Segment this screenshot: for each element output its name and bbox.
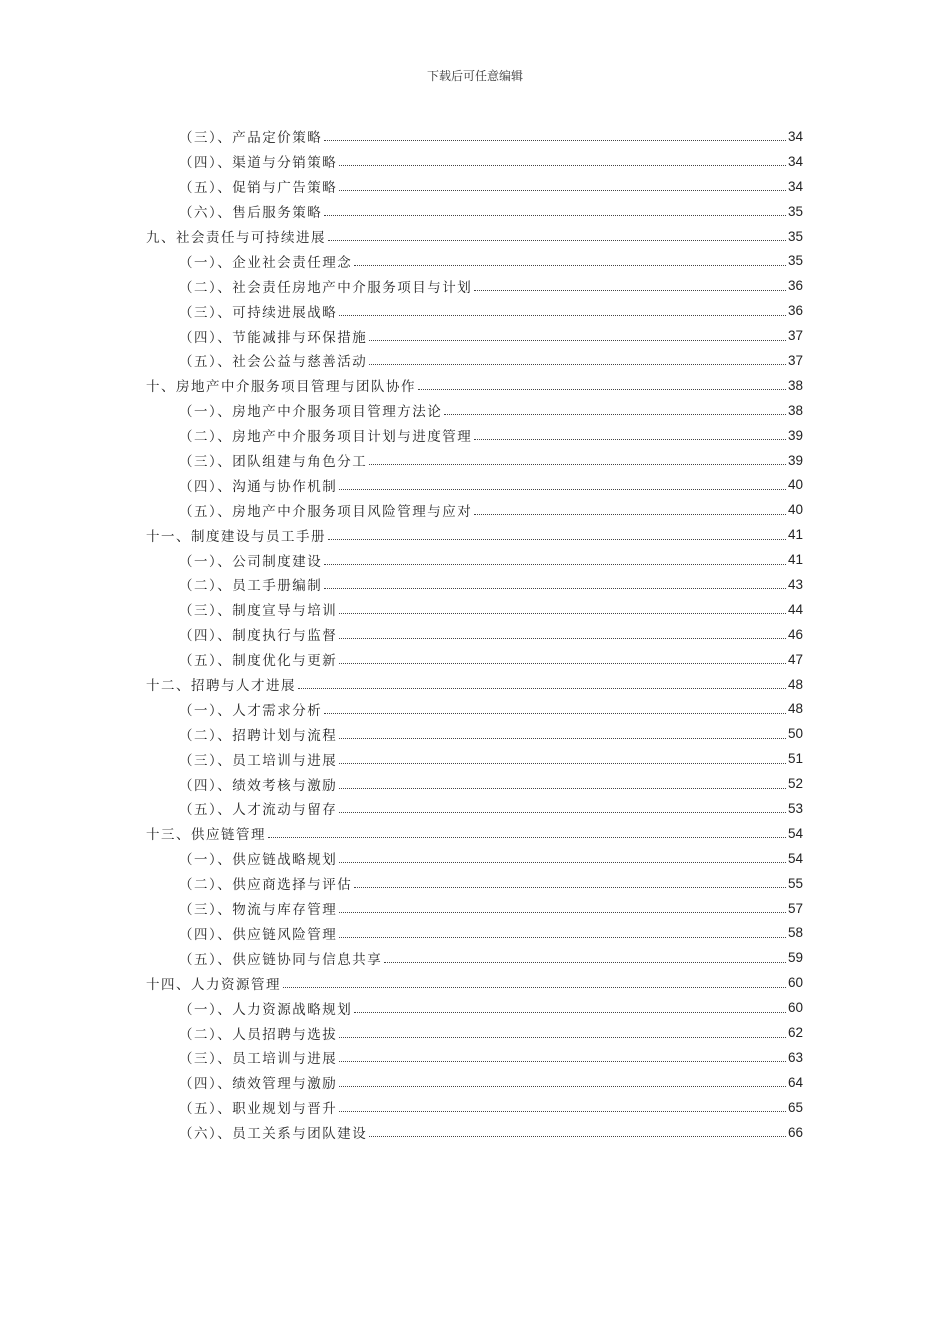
toc-page-number: 44 bbox=[788, 601, 804, 617]
toc-section-entry[interactable] bbox=[0, 921, 950, 946]
toc-entry-label: （四）、节能减排与环保措施 bbox=[179, 329, 368, 346]
toc-page-number: 66 bbox=[788, 1124, 804, 1140]
table-of-contents bbox=[0, 124, 950, 1145]
toc-entry-label: 十三、供应链管理 bbox=[146, 827, 266, 844]
toc-section-entry[interactable] bbox=[0, 448, 950, 473]
toc-entry-label: （三）、可持续进展战略 bbox=[179, 304, 338, 321]
toc-section-entry[interactable] bbox=[0, 846, 950, 871]
toc-section-entry[interactable] bbox=[0, 124, 950, 149]
toc-section-entry[interactable] bbox=[0, 572, 950, 597]
toc-entry-label: （五）、职业规划与晋升 bbox=[179, 1101, 338, 1118]
toc-section-entry[interactable] bbox=[0, 622, 950, 647]
toc-chapter-entry[interactable] bbox=[0, 373, 950, 398]
toc-page-number: 40 bbox=[788, 477, 804, 493]
toc-chapter-entry[interactable] bbox=[0, 224, 950, 249]
toc-entry-label: （五）、人才流动与留存 bbox=[179, 802, 338, 819]
toc-dot-leader bbox=[339, 1110, 786, 1112]
toc-dot-leader bbox=[339, 762, 786, 764]
toc-section-entry[interactable] bbox=[0, 995, 950, 1020]
toc-entry-label: （五）、社会公益与慈善活动 bbox=[179, 354, 368, 371]
toc-section-entry[interactable] bbox=[0, 472, 950, 497]
toc-dot-leader bbox=[474, 289, 786, 291]
toc-page-number: 48 bbox=[788, 676, 804, 692]
toc-page-number: 38 bbox=[788, 377, 804, 393]
toc-page-number: 35 bbox=[788, 203, 804, 219]
toc-dot-leader bbox=[339, 1085, 786, 1087]
toc-dot-leader bbox=[354, 1011, 786, 1013]
toc-section-entry[interactable] bbox=[0, 647, 950, 672]
toc-section-entry[interactable] bbox=[0, 348, 950, 373]
toc-page-number: 65 bbox=[788, 1099, 804, 1115]
toc-section-entry[interactable] bbox=[0, 248, 950, 273]
toc-page-number: 39 bbox=[788, 427, 804, 443]
page-header: 下载后可任意编辑 bbox=[426, 69, 523, 83]
toc-page-number: 36 bbox=[788, 278, 804, 294]
toc-dot-leader bbox=[354, 886, 786, 888]
toc-dot-leader bbox=[339, 189, 786, 191]
toc-page-number: 62 bbox=[788, 1025, 804, 1040]
toc-section-entry[interactable] bbox=[0, 597, 950, 622]
toc-entry-label: （一）、公司制度建设 bbox=[179, 553, 323, 570]
toc-section-entry[interactable] bbox=[0, 423, 950, 448]
toc-entry-label: 十二、招聘与人才进展 bbox=[146, 678, 296, 695]
toc-dot-leader bbox=[339, 811, 786, 813]
toc-section-entry[interactable] bbox=[0, 1020, 950, 1045]
toc-section-entry[interactable] bbox=[0, 1045, 950, 1070]
toc-page-number: 47 bbox=[788, 651, 804, 667]
toc-entry-label: （四）、渠道与分销策略 bbox=[179, 155, 338, 172]
toc-dot-leader bbox=[328, 239, 786, 241]
toc-section-entry[interactable] bbox=[0, 398, 950, 423]
toc-entry-label: （一）、企业社会责任理念 bbox=[179, 254, 353, 271]
toc-entry-label: （二）、员工手册编制 bbox=[179, 578, 323, 595]
toc-dot-leader bbox=[474, 438, 786, 440]
toc-chapter-entry[interactable] bbox=[0, 970, 950, 995]
toc-entry-label: （一）、供应链战略规划 bbox=[179, 852, 338, 869]
toc-entry-label: （二）、房地产中介服务项目计划与进度管理 bbox=[179, 429, 473, 446]
toc-page-number: 41 bbox=[788, 527, 804, 543]
toc-page-number: 64 bbox=[788, 1074, 804, 1090]
toc-section-entry[interactable] bbox=[0, 696, 950, 721]
toc-section-entry[interactable] bbox=[0, 896, 950, 921]
toc-dot-leader bbox=[474, 513, 786, 515]
toc-dot-leader bbox=[324, 139, 786, 141]
toc-entry-label: （一）、人力资源战略规划 bbox=[179, 1001, 353, 1018]
toc-entry-label: 九、社会责任与可持续进展 bbox=[146, 230, 326, 246]
toc-entry-label: 十四、人力资源管理 bbox=[146, 976, 281, 993]
toc-entry-label: （四）、制度执行与监督 bbox=[179, 628, 338, 645]
toc-page-number: 54 bbox=[788, 825, 804, 841]
toc-entry-label: （三）、团队组建与角色分工 bbox=[179, 454, 368, 471]
toc-dot-leader bbox=[283, 986, 786, 988]
toc-page-number: 37 bbox=[788, 352, 804, 368]
toc-section-entry[interactable] bbox=[0, 497, 950, 522]
toc-entry-label: （五）、供应链协同与信息共享 bbox=[179, 951, 383, 968]
toc-dot-leader bbox=[369, 339, 786, 341]
toc-page-number: 35 bbox=[788, 228, 804, 244]
toc-entry-label: 十一、制度建设与员工手册 bbox=[146, 528, 326, 545]
toc-dot-leader bbox=[339, 637, 786, 639]
toc-dot-leader bbox=[339, 861, 786, 863]
toc-dot-leader bbox=[324, 563, 786, 565]
toc-entry-label: （三）、员工培训与进展 bbox=[179, 1051, 338, 1068]
toc-dot-leader bbox=[369, 463, 786, 465]
toc-entry-label: （四）、绩效考核与激励 bbox=[179, 777, 338, 794]
toc-page-number: 59 bbox=[788, 950, 804, 966]
toc-section-entry[interactable] bbox=[0, 945, 950, 970]
toc-entry-label: （五）、房地产中介服务项目风险管理与应对 bbox=[179, 503, 473, 520]
toc-dot-leader bbox=[339, 1060, 786, 1062]
toc-dot-leader bbox=[369, 363, 786, 365]
toc-dot-leader bbox=[298, 687, 786, 689]
toc-page-number: 58 bbox=[788, 925, 804, 941]
toc-dot-leader bbox=[339, 662, 786, 664]
toc-section-entry[interactable] bbox=[0, 174, 950, 199]
toc-entry-label: （三）、物流与库存管理 bbox=[179, 902, 338, 919]
toc-dot-leader bbox=[339, 1036, 786, 1038]
toc-page-number: 54 bbox=[788, 850, 804, 866]
toc-dot-leader bbox=[444, 413, 786, 415]
toc-dot-leader bbox=[339, 612, 786, 614]
toc-page-number: 39 bbox=[788, 452, 804, 468]
toc-dot-leader bbox=[418, 388, 786, 390]
toc-dot-leader bbox=[324, 214, 786, 216]
toc-dot-leader bbox=[324, 587, 786, 589]
toc-page-number: 51 bbox=[788, 751, 804, 767]
toc-page-number: 35 bbox=[788, 253, 804, 269]
toc-section-entry[interactable] bbox=[0, 1070, 950, 1095]
toc-page-number: 63 bbox=[788, 1049, 804, 1065]
toc-page-number: 50 bbox=[788, 726, 804, 742]
toc-section-entry[interactable] bbox=[0, 323, 950, 348]
toc-entry-label: （四）、绩效管理与激励 bbox=[179, 1076, 338, 1093]
toc-section-entry[interactable] bbox=[0, 149, 950, 174]
toc-section-entry[interactable] bbox=[0, 298, 950, 323]
toc-dot-leader bbox=[339, 911, 786, 913]
toc-dot-leader bbox=[268, 836, 786, 838]
toc-dot-leader bbox=[384, 961, 786, 963]
toc-section-entry[interactable] bbox=[0, 199, 950, 224]
toc-page-number: 36 bbox=[788, 303, 804, 319]
toc-section-entry[interactable] bbox=[0, 273, 950, 298]
toc-section-entry[interactable] bbox=[0, 796, 950, 821]
toc-entry-label: （二）、社会责任房地产中介服务项目与计划 bbox=[179, 279, 473, 296]
toc-entry-label: （二）、人员招聘与选拔 bbox=[179, 1026, 338, 1043]
toc-page-number: 60 bbox=[788, 975, 804, 991]
toc-section-entry[interactable] bbox=[0, 721, 950, 746]
toc-page-number: 34 bbox=[788, 178, 804, 194]
toc-entry-label: 十、房地产中介服务项目管理与团队协作 bbox=[146, 379, 416, 396]
toc-page-number: 60 bbox=[788, 1000, 804, 1016]
toc-page-number: 34 bbox=[788, 153, 804, 169]
toc-entry-label: （一）、房地产中介服务项目管理方法论 bbox=[179, 404, 443, 421]
toc-page-number: 48 bbox=[788, 701, 804, 717]
toc-dot-leader bbox=[339, 936, 786, 938]
toc-dot-leader bbox=[339, 488, 786, 490]
toc-entry-label: （五）、制度优化与更新 bbox=[179, 653, 338, 670]
toc-section-entry[interactable] bbox=[0, 746, 950, 771]
toc-page-number: 43 bbox=[788, 576, 804, 592]
toc-entry-label: （三）、制度宣导与培训 bbox=[179, 603, 338, 620]
toc-entry-label: （六）、售后服务策略 bbox=[179, 205, 323, 222]
toc-entry-label: （三）、员工培训与进展 bbox=[179, 752, 338, 769]
toc-page-number: 52 bbox=[788, 776, 804, 792]
toc-entry-label: （四）、沟通与协作机制 bbox=[179, 478, 338, 495]
toc-dot-leader bbox=[324, 712, 786, 714]
toc-entry-label: （三）、产品定价策略 bbox=[179, 130, 323, 147]
toc-dot-leader bbox=[339, 314, 786, 316]
toc-page-number: 57 bbox=[788, 900, 804, 916]
toc-page-number: 38 bbox=[788, 402, 804, 418]
toc-dot-leader bbox=[328, 538, 786, 540]
toc-entry-label: （二）、招聘计划与流程 bbox=[179, 727, 338, 744]
toc-page-number: 46 bbox=[788, 626, 804, 642]
toc-entry-label: （二）、供应商选择与评估 bbox=[179, 877, 353, 894]
toc-section-entry[interactable] bbox=[0, 771, 950, 796]
toc-section-entry[interactable] bbox=[0, 1120, 950, 1145]
toc-section-entry[interactable] bbox=[0, 547, 950, 572]
toc-chapter-entry[interactable] bbox=[0, 522, 950, 547]
toc-entry-label: （六）、员工关系与团队建设 bbox=[179, 1126, 368, 1143]
toc-page-number: 41 bbox=[788, 552, 804, 568]
toc-page-number: 40 bbox=[788, 502, 804, 518]
toc-entry-label: （四）、供应链风险管理 bbox=[179, 926, 338, 943]
toc-chapter-entry[interactable] bbox=[0, 672, 950, 697]
toc-entry-label: （一）、人才需求分析 bbox=[179, 702, 323, 719]
toc-dot-leader bbox=[339, 737, 786, 739]
toc-entry-label: （五）、促销与广告策略 bbox=[179, 180, 338, 197]
toc-dot-leader bbox=[369, 1135, 786, 1137]
toc-section-entry[interactable] bbox=[0, 1095, 950, 1120]
toc-section-entry[interactable] bbox=[0, 871, 950, 896]
toc-page-number: 53 bbox=[788, 800, 804, 816]
toc-dot-leader bbox=[339, 164, 786, 166]
toc-dot-leader bbox=[354, 264, 786, 266]
toc-chapter-entry[interactable] bbox=[0, 821, 950, 846]
toc-page-number: 55 bbox=[788, 875, 804, 891]
toc-page-number: 37 bbox=[788, 328, 804, 344]
toc-dot-leader bbox=[339, 787, 786, 789]
toc-page-number: 34 bbox=[788, 128, 804, 144]
